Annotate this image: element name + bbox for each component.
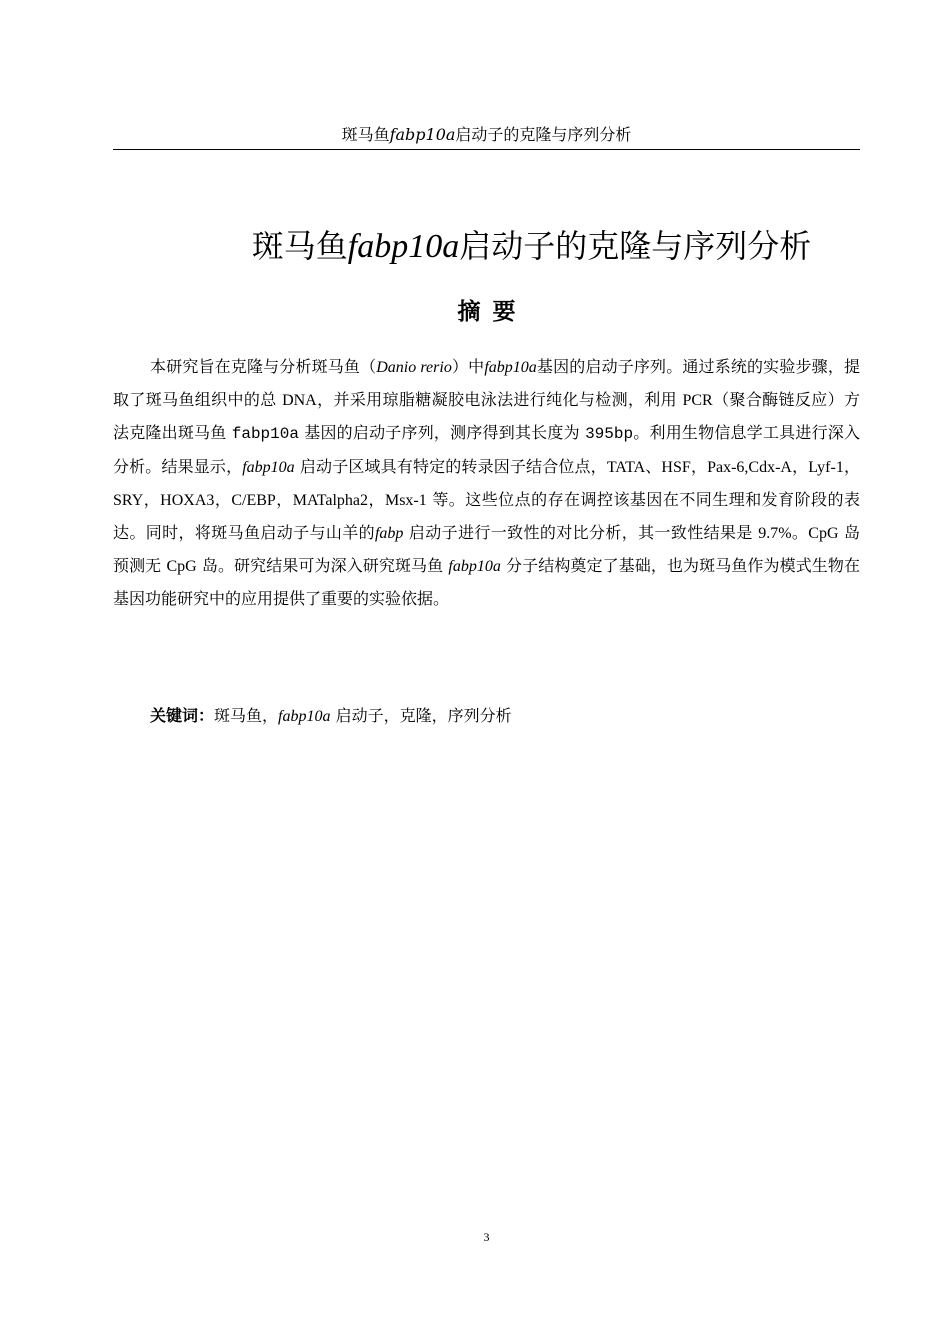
gene-name: fabp10a xyxy=(231,425,299,444)
abstract-text: 启动子进行一致性的对比分析，其一致性结果是 xyxy=(403,523,759,543)
abstract-text: 基因的启动子序列，测序得到其长度为 xyxy=(298,423,586,443)
abstract-text: 启动子区域具有特定的转录因子结合位点， xyxy=(294,456,607,476)
abstract-text: ，并采用琼脂糖凝胶电泳法进行纯化与检测，利用 xyxy=(316,390,683,410)
abstract-text: 岛预测无 xyxy=(113,523,860,576)
identity-value: 9.7% xyxy=(758,525,792,543)
species-name: Danio rerio xyxy=(376,359,452,376)
abstract-text: 。 xyxy=(791,523,809,543)
page-number: 3 xyxy=(483,1230,490,1244)
sequence-length: 395bp xyxy=(585,425,634,444)
running-header-prefix: 斑马鱼 xyxy=(341,125,390,144)
keyword-gene: fabp10a xyxy=(278,708,331,725)
keywords-line xyxy=(150,701,860,732)
running-header-gene: fabp10a xyxy=(389,125,456,144)
cpg-term: CpG xyxy=(808,525,839,543)
abstract-text: 。利用生物信息学工具进行深入分析。结果显示， xyxy=(113,423,860,476)
dna-term: DNA xyxy=(282,392,317,410)
abstract-text: 本研究旨在克隆与分析斑马鱼（ xyxy=(150,357,377,376)
title-gene: fabp10a xyxy=(347,228,460,265)
abstract-body xyxy=(113,351,860,616)
keyword-text: 斑马鱼， xyxy=(214,706,279,725)
gene-name: fabp10a xyxy=(484,359,537,376)
header-rule xyxy=(113,149,860,150)
abstract-text: （聚合酶链反应）方法克隆出斑马鱼 xyxy=(113,390,860,443)
binding-sites: TATA、HSF，Pax-6,Cdx-A，Lyf-1，SRY，HOXA3，C/EBP，MATalpha2，Msx-1 xyxy=(113,458,860,509)
running-header-suffix: 启动子的克隆与序列分析 xyxy=(455,125,632,144)
running-header xyxy=(113,124,860,146)
title-suffix: 启动子的克隆与序列分析 xyxy=(459,227,812,265)
gene-name: fabp10a xyxy=(448,558,501,576)
abstract-text: 分子结构奠定了基础，也为斑马鱼作为模式生物在基因功能研究中的应用提供了重要的实验依据。 xyxy=(113,556,860,609)
cpg-term: CpG xyxy=(166,558,197,576)
keywords-label: 关键词： xyxy=(150,706,215,725)
pcr-term: PCR xyxy=(682,392,713,410)
abstract-text: ）中 xyxy=(451,357,485,376)
gene-name: fabp10a xyxy=(242,458,295,476)
title-prefix: 斑马鱼 xyxy=(251,227,348,265)
abstract-text: 等。这些位点的存在调控该基因在不同生理和发育阶段的表达。同时，将斑马鱼启动子与山羊的 xyxy=(113,489,860,543)
gene-name: fabp xyxy=(374,525,404,543)
abstract-heading: 摘要 xyxy=(457,299,528,325)
page-title xyxy=(113,222,950,271)
keyword-text: 启动子，克隆，序列分析 xyxy=(330,706,512,725)
abstract-text: 岛。研究结果可为深入研究斑马鱼 xyxy=(196,556,449,576)
abstract-text: 基因的启动子序列。通过系统的实验步骤，提取了斑马鱼组织中的总 xyxy=(113,357,860,410)
